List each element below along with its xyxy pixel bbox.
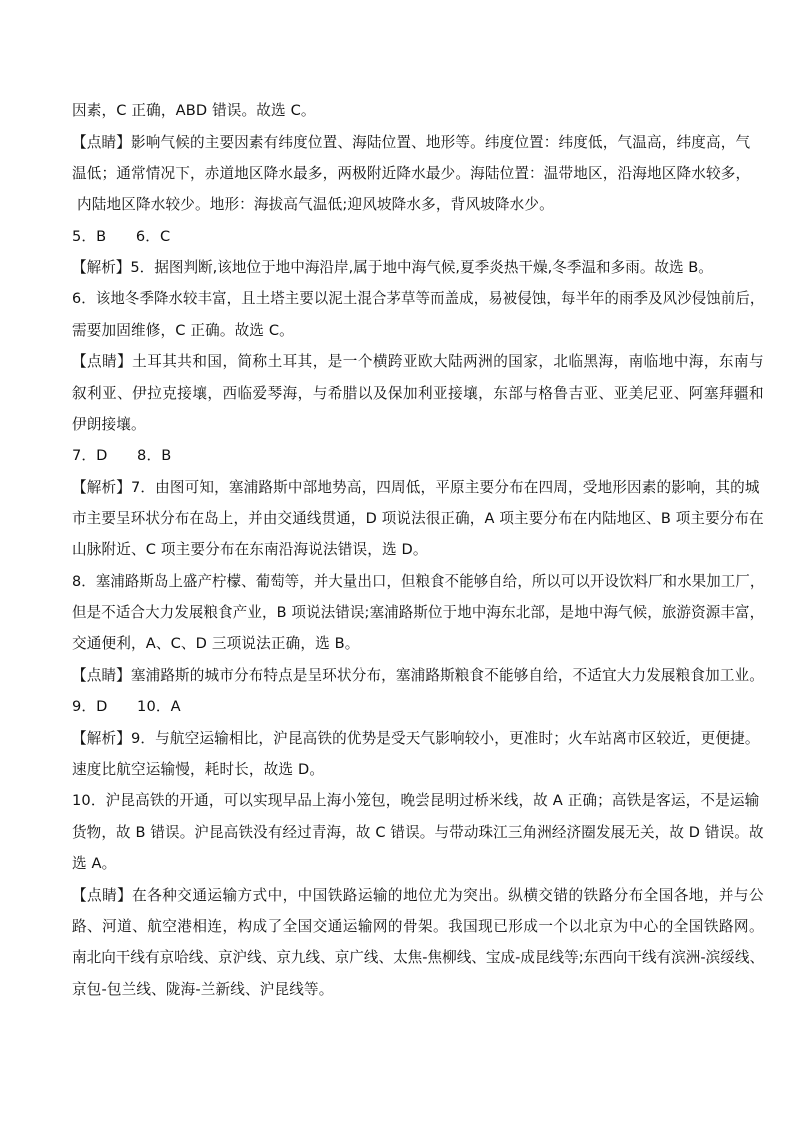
text-line: 山脉附近、C 项主要分布在东南沿海说法错误，选 D。 [72, 541, 428, 558]
text-line: 【解析】9．与航空运输相比，沪昆高铁的优势是受天气影响较小，更准时；火车站离市区较近，更便捷。 [72, 730, 760, 747]
text-line: 交通便利，A、C、D 三项说法正确，选 B。 [72, 635, 360, 652]
text-line: 货物，故 B 错误。沪昆高铁没有经过青海，故 C 错误。与带动珠江三角洲经济圈发展无关，故 D 错误。故 [72, 824, 764, 841]
text-line: 温低；通常情况下，赤道地区降水最多，两极附近降水最少。海陆位置：温带地区，沿海地区降水较多， [72, 165, 751, 182]
text-line: 【点睛】在各种交通运输方式中，中国铁路运输的地位尤为突出。纵横交错的铁路分布全国各地，并与公 [72, 887, 765, 904]
answer-line: 7．D 8．B [72, 447, 172, 464]
text-line: 京包-包兰线、陇海-兰新线、沪昆线等。 [72, 981, 334, 998]
text-line: 南北向干线有京哈线、京沪线、京九线、京广线、太焦-焦柳线、宝成-成昆线等;东西向干线有滨洲-滨绥线、 [72, 949, 765, 966]
text-line: 8．塞浦路斯岛上盛产柠檬、葡萄等，并大量出口，但粮食不能够自给，所以可以开设饮料厂和水果加工厂， [72, 573, 765, 590]
text-line: 叙利亚、伊拉克接壤，西临爱琴海，与希腊以及保加利亚接壤，东部与格鲁吉亚、亚美尼亚、阿塞拜疆和 [72, 385, 765, 402]
text-line: 速度比航空运输慢，耗时长，故选 D。 [72, 761, 325, 778]
answer-line: 5．B 6．C [72, 228, 171, 245]
text-line: 【解析】5．据图判断,该地位于地中海沿岸,属于地中海气候,夏季炎热干燥,冬季温和多雨。故选 B。 [72, 259, 713, 276]
text-line: 【点睛】土耳其共和国，简称土耳其，是一个横跨亚欧大陆两洲的国家，北临黑海，南临地中海，东南与 [72, 353, 765, 370]
text-line: 需要加固维修，C 正确。故选 C。 [72, 322, 294, 339]
text-line: 伊朗接壤。 [72, 416, 146, 433]
text-line: 路、河道、航空港相连，构成了全国交通运输网的骨架。我国现已形成一个以北京为中心的全国铁路网。 [72, 918, 765, 935]
text-line: 6．该地冬季降水较丰富，且土塔主要以泥土混合茅草等而盖成，易被侵蚀，每半年的雨季及风沙侵蚀前后， [72, 290, 765, 307]
text-line: 但是不适合大力发展粮食产业，B 项说法错误;塞浦路斯位于地中海东北部，是地中海气候，旅游资源丰富， [72, 604, 765, 621]
text-line: 10．沪昆高铁的开通，可以实现早品上海小笼包，晚尝昆明过桥米线，故 A 正确；高铁是客运，不是运输 [72, 792, 760, 809]
text-line: 市主要呈环状分布在岛上，并由交通线贯通，D 项说法很正确，A 项主要分布在内陆地区、B 项主要分布在 [72, 510, 764, 527]
text-line: 因素，C 正确，ABD 错误。故选 C。 [72, 102, 316, 119]
text-line: 【解析】7．由图可知，塞浦路斯中部地势高，四周低，平原主要分布在四周，受地形因素的影响，其的城 [72, 479, 760, 496]
answer-line: 9．D 10．A [72, 698, 181, 715]
text-line: 【点睛】影响气候的主要因素有纬度位置、海陆位置、地形等。纬度位置：纬度低，气温高，纬度高，气 [72, 134, 751, 151]
text-line: 内陆地区降水较少。地形：海拔高气温低;迎风坡降水多，背风坡降水少。 [77, 196, 554, 213]
text-line: 选 A。 [72, 855, 117, 872]
text-line: 【点睛】塞浦路斯的城市分布特点是呈环状分布，塞浦路斯粮食不能够自给，不适宜大力发展粮食加工业。 [72, 667, 764, 684]
